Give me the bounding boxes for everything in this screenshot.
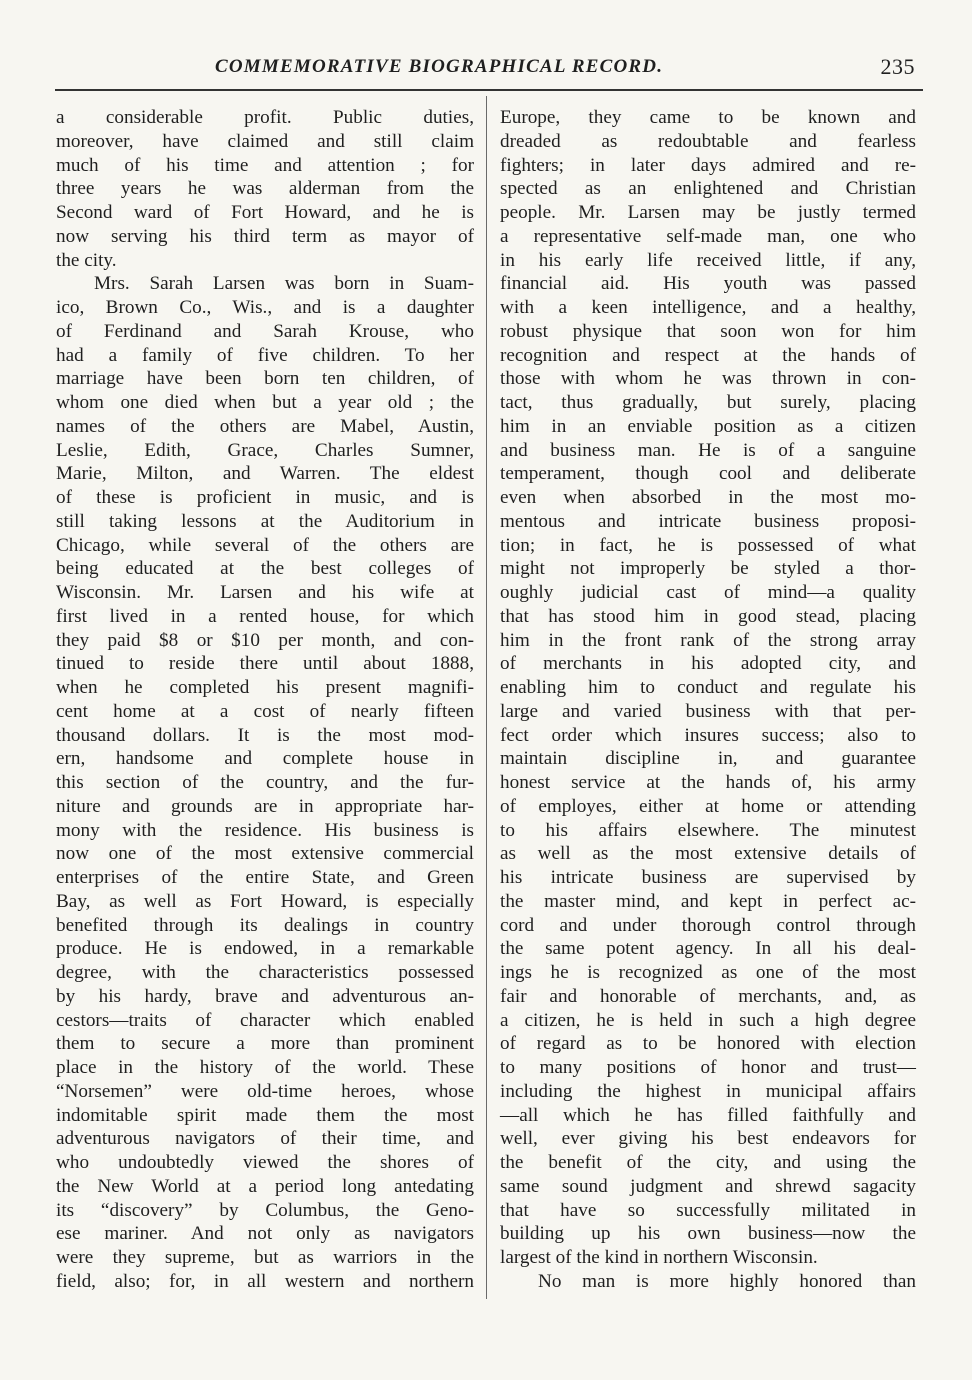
left-text-column — [56, 106, 474, 1294]
text-line: people. Mr. Larsen may be justly termed — [500, 202, 916, 223]
text-line: whom one died when but a year old ; the — [56, 392, 474, 413]
text-line: mentous and intricate business proposi- — [500, 510, 916, 532]
text-line: honest service at the hands of, his army — [500, 772, 916, 793]
text-line: Wisconsin. Mr. Larsen and his wife at — [56, 582, 474, 603]
text-line: thousand dollars. It is the most mod- — [56, 724, 474, 746]
text-line: well, ever giving his best endeavors for — [500, 1128, 916, 1150]
text-line: cord and under thorough control through — [500, 914, 916, 936]
running-title: COMMEMORATIVE BIOGRAPHICAL RECORD. — [215, 56, 664, 77]
text-line: dreaded as redoubtable and fearless — [500, 130, 916, 152]
text-line: they paid $8 or $10 per month, and con- — [56, 629, 474, 651]
text-line: its “discovery” by Columbus, the Geno- — [56, 1199, 474, 1221]
text-line: recognition and respect at the hands of — [500, 344, 916, 366]
text-line: spected as an enlightened and Christian — [500, 178, 916, 200]
text-line: first lived in a rented house, for which — [56, 605, 474, 627]
text-line: indomitable spirit made them the most — [56, 1104, 474, 1126]
text-line: his intricate business are supervised by — [500, 867, 916, 888]
text-line: oughly judicial cast of mind—a quality — [500, 582, 916, 603]
text-line: a considerable profit. Public duties, — [56, 107, 474, 128]
text-line: including the highest in municipal affairs — [500, 1080, 916, 1102]
text-line: Leslie, Edith, Grace, Charles Sumner, — [56, 439, 474, 461]
text-line: a representative self-made man, one who — [500, 225, 916, 247]
text-line: might not improperly be styled a thor- — [500, 558, 916, 580]
text-line: that has stood him in good stead, placing — [500, 605, 916, 627]
text-line: adventurous navigators of their time, and — [56, 1128, 474, 1150]
text-line: Marie, Milton, and Warren. The eldest — [56, 463, 474, 485]
text-line: as well as the most extensive details of — [500, 843, 916, 865]
text-line: of employes, either at home or attending — [500, 795, 916, 817]
text-line: moreover, have claimed and still claim — [56, 130, 474, 152]
text-line: enterprises of the entire State, and Green — [56, 867, 474, 888]
text-line: them to secure a more than prominent — [56, 1033, 474, 1055]
text-line: still taking lessons at the Auditorium in — [56, 510, 474, 532]
text-line: had a family of five children. To her — [56, 344, 474, 366]
text-line: when he completed his present magnifi- — [56, 677, 474, 698]
text-line: same sound judgment and shrewd sagacity — [500, 1175, 916, 1197]
text-line: ings he is recognized as one of the most — [500, 962, 916, 983]
text-line: Mrs. Sarah Larsen was born in Suam- — [94, 273, 474, 295]
text-line: —all which he has filled faithfully and — [500, 1104, 916, 1126]
text-line: robust physique that soon won for him — [500, 320, 916, 342]
text-line: place in the history of the world. These — [56, 1057, 474, 1078]
text-line: the master mind, and kept in perfect ac- — [500, 890, 916, 912]
text-line: No man is more highly honored than — [538, 1270, 916, 1292]
text-line: the New World at a period long antedating — [56, 1175, 474, 1197]
text-line: three years he was alderman from the — [56, 178, 474, 200]
text-line: temperament, though cool and deliberate — [500, 463, 916, 485]
text-line: even when absorbed in the most mo- — [500, 487, 916, 508]
text-line: “Norsemen” were old-time heroes, whose — [56, 1080, 474, 1102]
text-line: being educated at the best colleges of — [56, 558, 474, 580]
text-line: a citizen, he is held in such a high degree — [500, 1009, 916, 1031]
text-line: much of his time and attention ; for — [56, 154, 474, 176]
text-line: were they supreme, but as warriors in the — [56, 1247, 474, 1268]
text-line: fair and honorable of merchants, and, as — [500, 985, 916, 1007]
text-line: cestors—traits of character which enabled — [56, 1009, 474, 1031]
text-line: Bay, as well as Fort Howard, is especially — [56, 890, 474, 912]
text-line: building up his own business—now the — [500, 1223, 916, 1245]
text-line: Second ward of Fort Howard, and he is — [56, 202, 474, 223]
text-line: degree, with the characteristics possessed — [56, 962, 474, 983]
column-divider — [486, 96, 487, 1299]
text-line: him in the front rank of the strong array — [500, 629, 916, 651]
text-line: tact, thus gradually, but surely, placing — [500, 392, 916, 413]
text-line: tion; in fact, he is possessed of what — [500, 534, 916, 556]
text-line: of merchants in his adopted city, and — [500, 653, 916, 675]
text-line: the city. — [56, 249, 117, 271]
text-line: the benefit of the city, and using the — [500, 1152, 916, 1173]
text-line: benefited through its dealings in country — [56, 914, 474, 936]
text-line: the same potent agency. In all his deal- — [500, 938, 916, 960]
text-line: niture and grounds are in appropriate har- — [56, 795, 474, 817]
text-line: to many positions of honor and trust— — [500, 1057, 916, 1078]
text-line: who undoubtedly viewed the shores of — [56, 1152, 474, 1173]
text-line: in his early life received little, if any, — [500, 249, 916, 271]
text-line: Chicago, while several of the others are — [56, 534, 474, 556]
right-text-column — [500, 106, 916, 1294]
text-line: by his hardy, brave and adventurous an- — [56, 985, 474, 1007]
page-header — [55, 54, 915, 84]
text-line: ern, handsome and complete house in — [56, 748, 474, 770]
text-line: now one of the most extensive commercial — [56, 843, 474, 865]
text-line: tinued to reside there until about 1888, — [56, 653, 474, 675]
text-line: of Ferdinand and Sarah Krouse, who — [56, 320, 474, 342]
text-line: now serving his third term as mayor of — [56, 225, 474, 247]
text-line: field, also; for, in all western and northern — [56, 1270, 474, 1292]
text-line: to his affairs elsewhere. The minutest — [500, 819, 916, 841]
text-line: names of the others are Mabel, Austin, — [56, 415, 474, 437]
text-line: ese mariner. And not only as navigators — [56, 1223, 474, 1245]
text-line: cent home at a cost of nearly fifteen — [56, 700, 474, 722]
text-line: large and varied business with that per- — [500, 700, 916, 722]
text-line: Europe, they came to be known and — [500, 107, 916, 128]
page-number: 235 — [880, 54, 915, 79]
text-line: with a keen intelligence, and a healthy, — [500, 297, 916, 318]
text-line: of regard as to be honored with election — [500, 1033, 916, 1055]
header-rule — [55, 89, 923, 91]
text-line: financial aid. His youth was passed — [500, 273, 916, 295]
text-line: that have so successfully militated in — [500, 1199, 916, 1221]
text-line: and business man. He is of a sanguine — [500, 439, 916, 461]
text-line: fighters; in later days admired and re- — [500, 154, 916, 176]
text-line: those with whom he was thrown in con- — [500, 368, 916, 390]
text-line: ico, Brown Co., Wis., and is a daughter — [56, 297, 474, 318]
text-line: mony with the residence. His business is — [56, 819, 474, 841]
text-line: him in an enviable position as a citizen — [500, 415, 916, 437]
text-line: this section of the country, and the fur- — [56, 772, 474, 793]
text-line: produce. He is endowed, in a remarkable — [56, 938, 474, 960]
text-line: maintain discipline in, and guarantee — [500, 748, 916, 770]
text-line: marriage have been born ten children, of — [56, 368, 474, 390]
text-line: largest of the kind in northern Wisconsin. — [500, 1247, 818, 1268]
text-line: of these is proficient in music, and is — [56, 487, 474, 508]
text-line: fect order which insures success; also to — [500, 724, 916, 746]
text-line: enabling him to conduct and regulate his — [500, 677, 916, 698]
